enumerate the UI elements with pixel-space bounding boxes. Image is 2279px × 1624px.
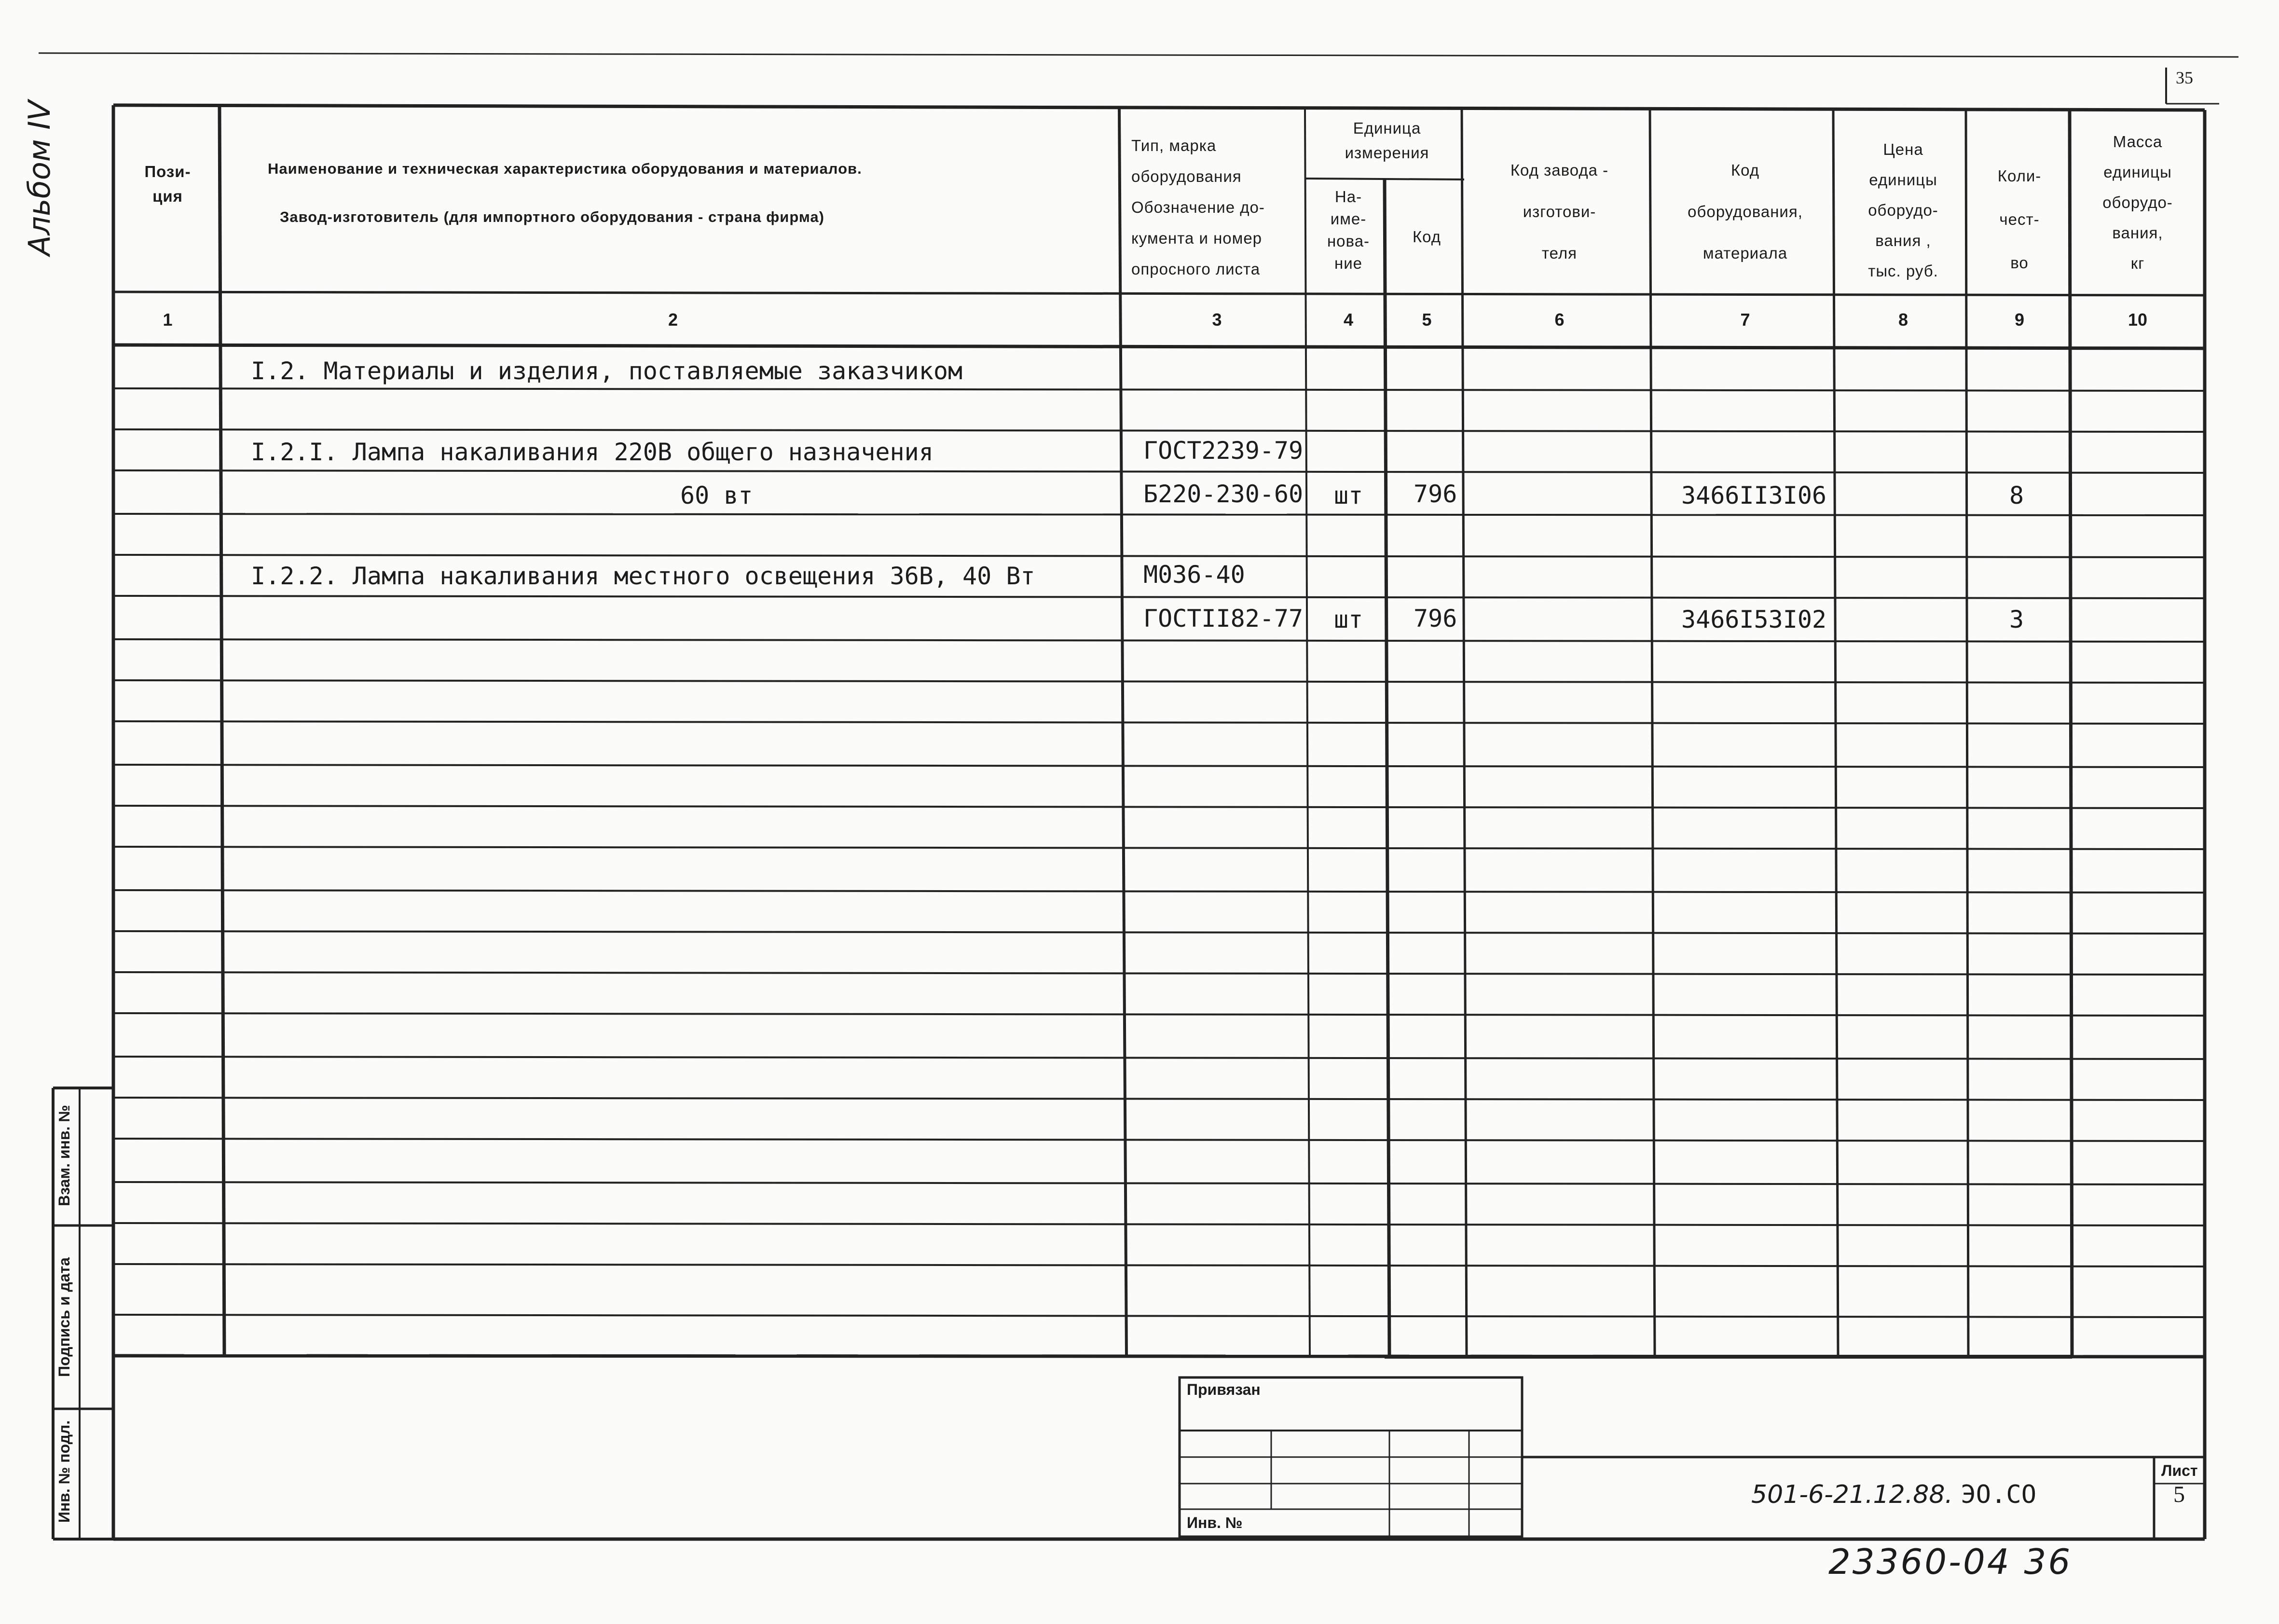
header-unit-group: Единица измерения [1345,119,1429,162]
bottom-archive-number: 23360-04 36 [1828,1541,2073,1582]
header-position: Пози- ция [144,163,191,206]
document-designation: 501-6-21.12.88. ЭО.СО [1751,1480,2037,1509]
inventory-number-label: Инв. № [1187,1514,1243,1531]
row-type: Б220-230-60 [1143,480,1304,508]
album-mark: Альбом IV [22,100,57,256]
header-unit-name: На- име- нова- ние [1327,188,1370,272]
header-factory-code: Код завода - изготови- теля [1510,161,1609,262]
header-name-line2: Завод-изготовитель (для импортного оборудования - страна фирма) [280,208,824,225]
header-quantity: Коли- чест- во [1997,167,2042,272]
column-number: 10 [2128,310,2148,330]
row-quantity: 8 [2009,482,2024,509]
row-code: 3466II3I06 [1681,482,1827,509]
sheet-number: 5 [2173,1482,2185,1507]
column-number: 5 [1422,310,1432,330]
row-quantity: 3 [2009,606,2024,633]
privyazan-label: Привязан [1187,1381,1261,1398]
row-type: ГОСТII82-77 [1143,605,1304,633]
row-name: I.2. Материалы и изделия, поставляемые заказчиком [251,357,963,385]
row-name: I.2.2. Лампа накаливания местного освещения 36В, 40 Вт [251,562,1035,590]
stamp-original-inv-no: Инв. № подл. [55,1420,73,1523]
column-number: 4 [1343,310,1354,330]
row-code: 3466I53I02 [1681,606,1827,633]
header-unit-code: Код [1412,228,1442,246]
row-unit-code: 796 [1414,480,1457,508]
row-name: 60 вт [680,482,753,509]
column-number: 3 [1212,310,1222,330]
sheet-label: Лист [2161,1462,2198,1479]
column-number: 8 [1898,310,1908,330]
column-number: 6 [1554,310,1565,330]
stamp-replaced-inv-no: Взам. инв. № [55,1105,73,1206]
header-unit-price: Цена единицы оборудо- вания , тыс. руб. [1868,140,1938,280]
row-type: ГОСТ2239-79 [1143,437,1304,465]
column-number: 1 [163,310,173,330]
row-type: М036-40 [1143,561,1245,589]
header-name-line1: Наименование и техническая характеристика оборудования и материалов. [268,160,862,177]
row-name: I.2.I. Лампа накаливания 220В общего назначения [251,438,934,466]
row-unit: шт [1334,482,1363,509]
header-equipment-code: Код оборудования, материала [1688,161,1803,262]
header-unit-mass: Масса единицы оборудо- вания, кг [2102,133,2173,272]
row-unit-code: 796 [1414,605,1457,633]
column-number: 7 [1740,310,1750,330]
stamp-signature-date: Подпись и дата [55,1257,73,1377]
sheet-corner-number: 35 [2176,68,2193,87]
column-number: 9 [2014,310,2025,330]
column-number: 2 [668,310,678,330]
row-unit: шт [1334,606,1363,633]
header-type-mark: Тип, марка оборудования Обозначение до- кумента и номер опросного листа [1131,137,1265,278]
